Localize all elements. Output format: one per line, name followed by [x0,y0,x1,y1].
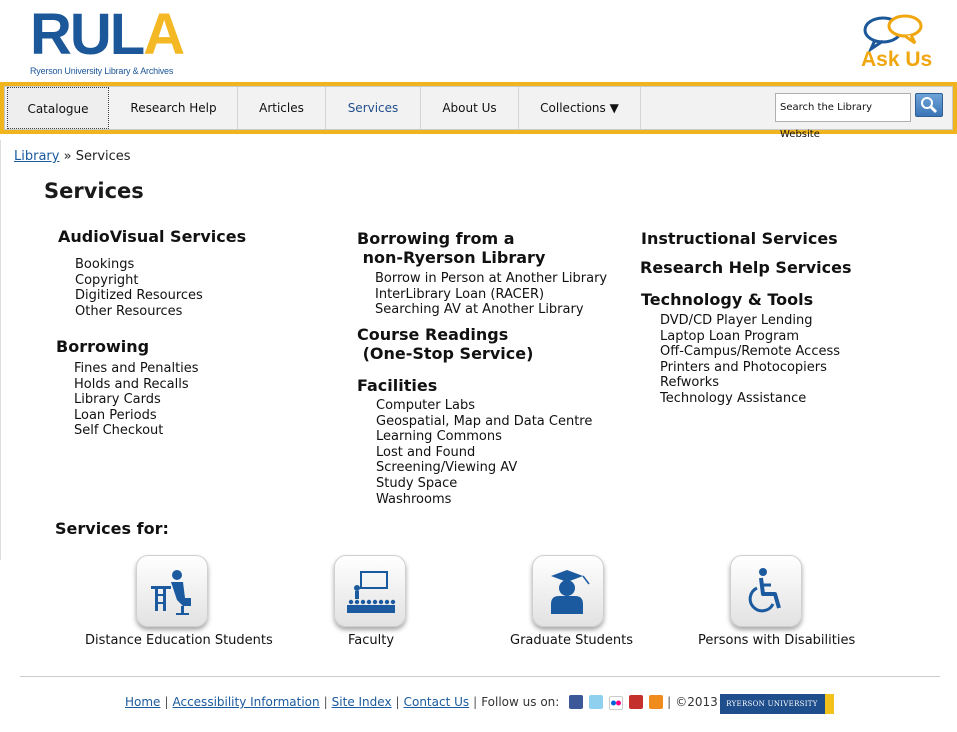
link-washrooms[interactable]: Washrooms [376,491,452,507]
link-screening-viewing-av[interactable]: Screening/Viewing AV [376,460,518,476]
nav-about-us[interactable]: About Us [421,87,519,129]
breadcrumb-separator: » [63,149,72,164]
nav-articles[interactable]: Articles [238,87,326,129]
breadcrumb [14,149,131,164]
heading-instructional-services[interactable]: Instructional Services [641,229,838,248]
link-searching-av[interactable]: Searching AV at Another Library [375,302,584,318]
footer-divider [20,676,940,677]
heading-borrowing-non-ryerson[interactable]: Borrowing from a non-Ryerson Library [357,229,546,267]
breadcrumb-library-link[interactable]: Library [14,149,60,164]
persons-with-disabilities-label[interactable]: Persons with Disabilities [698,633,856,648]
search-icon [916,94,942,116]
nav-catalogue[interactable]: Catalogue [7,87,109,129]
main-navigation [0,82,957,140]
distance-education-tile[interactable] [136,555,208,627]
link-fines-and-penalties[interactable]: Fines and Penalties [74,361,199,376]
facebook-icon[interactable] [569,695,583,709]
link-off-campus-remote-access[interactable]: Off-Campus/Remote Access [660,344,841,360]
nav-collections-dropdown[interactable]: Collections ▼ [519,87,641,129]
link-geospatial-map-data-centre[interactable]: Geospatial, Map and Data Centre [376,413,593,429]
link-self-checkout[interactable]: Self Checkout [74,423,164,439]
services-for-heading: Services for: [55,519,169,538]
faculty-tile[interactable] [334,555,406,627]
graduate-students-label[interactable]: Graduate Students [510,633,634,648]
graduate-cap-icon [543,566,595,618]
list-borrowing-non-ryerson [375,271,607,318]
link-other-resources[interactable]: Other Resources [75,303,183,319]
list-audiovisual [75,257,203,319]
link-borrow-in-person[interactable]: Borrow in Person at Another Library [375,271,608,286]
distance-education-label[interactable]: Distance Education Students [85,633,273,648]
link-library-cards[interactable]: Library Cards [74,392,161,408]
link-dvd-cd-player-lending[interactable]: DVD/CD Player Lending [660,313,813,328]
footer-home-link[interactable]: Home [125,695,161,709]
link-technology-assistance[interactable]: Technology Assistance [660,390,807,406]
logo-wordmark: RULA [30,2,184,67]
list-borrowing [74,361,199,439]
link-holds-and-recalls[interactable]: Holds and Recalls [74,376,189,392]
nav-services[interactable]: Services [326,87,421,129]
persons-with-disabilities-tile[interactable] [730,555,802,627]
link-learning-commons[interactable]: Learning Commons [376,429,502,445]
search-button[interactable] [915,93,943,117]
list-facilities [376,398,592,507]
page-title: Services [44,179,144,203]
link-loan-periods[interactable]: Loan Periods [74,407,157,423]
faculty-lecture-icon [345,566,397,618]
nav-research-help[interactable]: Research Help [110,87,238,129]
link-copyright[interactable]: Copyright [75,272,139,288]
link-laptop-loan-program[interactable]: Laptop Loan Program [660,328,800,344]
graduate-students-tile[interactable] [532,555,604,627]
heading-research-help-services[interactable]: Research Help Services [640,258,852,277]
link-interlibrary-loan[interactable]: InterLibrary Loan (RACER) [375,286,545,302]
flickr-icon[interactable] [609,696,623,710]
link-refworks[interactable]: Refworks [660,375,720,391]
wheelchair-icon [741,566,793,618]
content-border [0,140,1,560]
heading-course-readings[interactable]: Course Readings (One-Stop Service) [357,325,534,363]
list-technology-tools [660,313,840,407]
heading-facilities[interactable]: Facilities [357,376,438,395]
footer: Home | Accessibility Information | Site Index | Contact Us | Follow us on: | ©2013 [125,695,718,709]
link-digitized-resources[interactable]: Digitized Resources [75,288,203,304]
link-study-space[interactable]: Study Space [376,475,458,491]
rula-logo[interactable] [30,2,184,78]
heading-audiovisual-services[interactable]: AudioVisual Services [58,227,247,246]
link-lost-and-found[interactable]: Lost and Found [376,444,476,460]
breadcrumb-current: Services [75,149,131,164]
ryerson-university-badge[interactable]: RYERSON UNIVERSITY [720,694,834,714]
link-bookings[interactable]: Bookings [75,257,135,272]
rss-icon[interactable] [649,695,663,709]
footer-copyright: ©2013 [675,695,718,709]
twitter-icon[interactable] [589,695,603,709]
youtube-icon[interactable] [629,695,643,709]
footer-site-index-link[interactable]: Site Index [331,695,392,709]
distance-student-icon [147,566,199,618]
heading-borrowing[interactable]: Borrowing [56,337,150,356]
search-input[interactable]: Search the Library Website [775,93,911,122]
footer-follow-label: Follow us on: [481,695,560,709]
logo-subtitle: Ryerson University Library & Archives [30,66,174,76]
link-printers-and-photocopiers[interactable]: Printers and Photocopiers [660,359,827,375]
ask-us-label: Ask Us [861,48,933,71]
footer-accessibility-link[interactable]: Accessibility Information [172,695,320,709]
link-computer-labs[interactable]: Computer Labs [376,398,475,413]
heading-technology-tools[interactable]: Technology & Tools [641,290,814,309]
faculty-label[interactable]: Faculty [348,633,395,648]
ask-us-link[interactable] [858,14,936,72]
footer-contact-us-link[interactable]: Contact Us [403,695,470,709]
